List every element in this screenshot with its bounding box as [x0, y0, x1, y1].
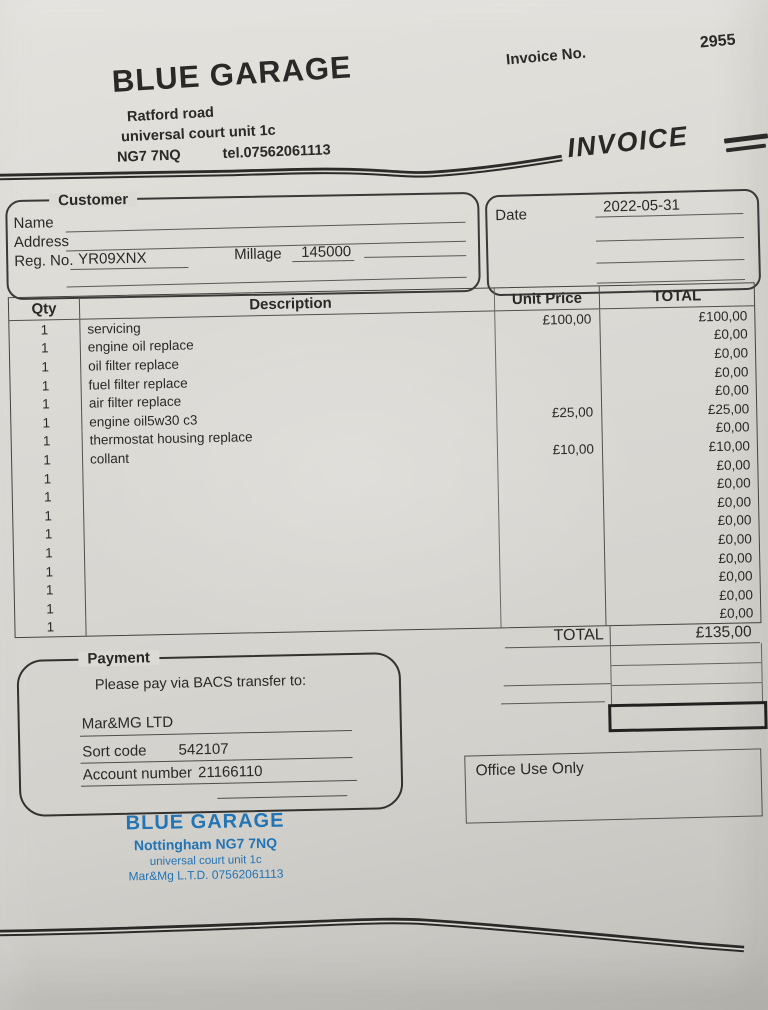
unit-price-cell — [496, 328, 601, 349]
description-cell: engine oil5w30 c3 — [82, 404, 497, 431]
total-cell: £0,00 — [714, 382, 749, 399]
payment-box-label: Payment — [78, 650, 159, 667]
items-table — [8, 282, 762, 638]
totals-left-line-1 — [504, 683, 611, 686]
garage-address-line3 — [117, 142, 331, 165]
garage-address-line2: universal court unit 1c — [120, 122, 276, 146]
unit-price-cell — [499, 514, 604, 535]
account-label: Account number — [82, 764, 193, 784]
footer-line1: Nottingham NG7 7NQ — [133, 834, 278, 854]
total-cell: £100,00 — [698, 308, 748, 325]
totals-empty-cells — [610, 643, 763, 706]
description-cell: air filter replace — [82, 386, 497, 413]
account-value: 21166110 — [197, 762, 263, 782]
payment-instruction: Please pay via BACS transfer to: — [94, 672, 307, 694]
unit-price-cell — [500, 551, 605, 572]
footer-line3: Mar&Mg L.T.D. 07562061113 — [128, 866, 284, 884]
unit-price-cell — [497, 421, 602, 442]
items-rows — [9, 306, 760, 637]
unit-price-cell — [501, 607, 606, 628]
date-value: 2022-05-31 — [602, 196, 681, 216]
sort-code-label: Sort code — [82, 742, 147, 761]
qty-cell: 1 — [14, 543, 85, 563]
qty-cell: 1 — [12, 450, 83, 470]
footer-line2: universal court unit 1c — [149, 854, 262, 868]
description-cell: oil filter replace — [81, 349, 496, 376]
garage-postcode: NG7 7NQ — [116, 147, 181, 166]
unit-price-cell — [500, 532, 605, 553]
total-cell: £0,00 — [717, 512, 752, 529]
unit-price-cell: £25,00 — [497, 402, 602, 423]
unit-price-cell — [501, 588, 606, 609]
unit-price-cell — [499, 495, 604, 516]
payment-payee: Mar&MG LTD — [81, 713, 174, 733]
invoice-number-label: Invoice No. — [505, 44, 587, 69]
customer-box-label: Customer — [49, 192, 137, 209]
qty-cell: 1 — [13, 506, 84, 526]
customer-box — [5, 192, 481, 300]
invoice-title-dash-top — [724, 133, 768, 143]
sort-code-value: 542107 — [178, 740, 229, 759]
customer-name-line — [66, 222, 466, 233]
total-cell: £25,00 — [707, 401, 750, 417]
qty-cell: 1 — [14, 561, 85, 581]
description-cell: engine oil replace — [81, 330, 496, 357]
qty-cell: 1 — [15, 599, 86, 619]
payment-box — [16, 649, 403, 817]
unit-price-cell — [499, 477, 604, 498]
unit-price-cell: £100,00 — [495, 309, 600, 330]
office-use-box — [464, 748, 763, 823]
unit-price-cell — [496, 365, 601, 386]
invoice-number-value: 2955 — [699, 31, 737, 52]
customer-bottom-line — [67, 277, 467, 288]
customer-name-label: Name — [13, 214, 54, 232]
qty-cell: 1 — [12, 468, 83, 488]
unit-price-header: Unit Price — [495, 286, 600, 310]
customer-millage-value: 145000 — [300, 243, 352, 261]
totals-left-line-2 — [501, 701, 605, 704]
unit-price-cell — [500, 570, 605, 591]
qty-cell: 1 — [11, 394, 82, 414]
customer-millage-line — [292, 260, 354, 262]
qty-cell: 1 — [15, 617, 86, 637]
account-row — [83, 763, 263, 784]
total-cell: £0,00 — [718, 587, 754, 603]
garage-phone: tel.07562061113 — [222, 142, 331, 163]
total-cell: £0,00 — [714, 363, 749, 380]
total-cell: £0,00 — [715, 419, 750, 436]
total-cell: £10,00 — [708, 438, 751, 455]
qty-cell: 1 — [10, 338, 81, 358]
description-header: Description — [80, 288, 495, 318]
qty-cell: 1 — [13, 487, 84, 507]
date-label: Date — [495, 206, 528, 225]
qty-cell: 1 — [9, 320, 80, 340]
total-cell: £0,00 — [719, 605, 754, 622]
footer-garage-name: BLUE GARAGE — [125, 809, 285, 835]
invoice-title: INVOICE — [565, 120, 690, 164]
qty-cell: 1 — [10, 376, 81, 396]
garage-name-heading: BLUE GARAGE — [110, 49, 353, 99]
invoice-total-label: TOTAL — [505, 626, 610, 648]
description-cell: fuel filter replace — [81, 367, 496, 394]
date-line-2 — [596, 237, 744, 242]
total-cell: £0,00 — [718, 549, 753, 566]
qty-header: Qty — [9, 297, 80, 320]
payment-extra-line — [217, 795, 347, 799]
footer-logo — [87, 808, 323, 884]
qty-cell: 1 — [11, 413, 82, 433]
total-cell: £0,00 — [716, 475, 751, 492]
customer-reg-label: Reg. No. — [14, 251, 74, 270]
unit-price-cell: £10,00 — [498, 439, 603, 460]
invoice-title-dash-bottom — [726, 144, 766, 153]
customer-reg-value: YR09XNX — [78, 249, 147, 268]
bottom-rule-line — [0, 903, 768, 967]
qty-cell: 1 — [13, 524, 84, 544]
unit-price-cell — [497, 384, 602, 405]
customer-extra-line — [364, 255, 466, 258]
office-use-label: Office Use Only — [475, 759, 585, 780]
customer-millage-label: Millage — [234, 245, 282, 264]
invoice-total-value: £135,00 — [610, 623, 760, 646]
description-cell: thermostat housing replace — [83, 423, 498, 450]
description-cell: servicing — [80, 311, 495, 338]
garage-address-line1: Ratford road — [126, 104, 215, 126]
grand-total-empty-box — [608, 701, 768, 732]
unit-price-cell — [498, 458, 603, 479]
total-header: TOTAL — [652, 286, 702, 305]
qty-cell: 1 — [12, 431, 83, 451]
date-box — [485, 189, 761, 297]
customer-address-label: Address — [13, 233, 70, 251]
description-cell: collant — [83, 442, 498, 469]
total-cell: £0,00 — [718, 568, 753, 585]
date-line-3 — [596, 259, 744, 264]
unit-price-cell — [496, 346, 601, 367]
total-cell: £0,00 — [713, 326, 748, 343]
qty-cell: 1 — [10, 357, 81, 377]
total-cell: £0,00 — [717, 494, 752, 510]
total-cell: £0,00 — [716, 456, 751, 473]
total-cell: £0,00 — [714, 345, 749, 362]
qty-cell: 1 — [15, 580, 86, 600]
total-cell: £0,00 — [717, 531, 752, 547]
sort-code-row — [82, 741, 229, 761]
